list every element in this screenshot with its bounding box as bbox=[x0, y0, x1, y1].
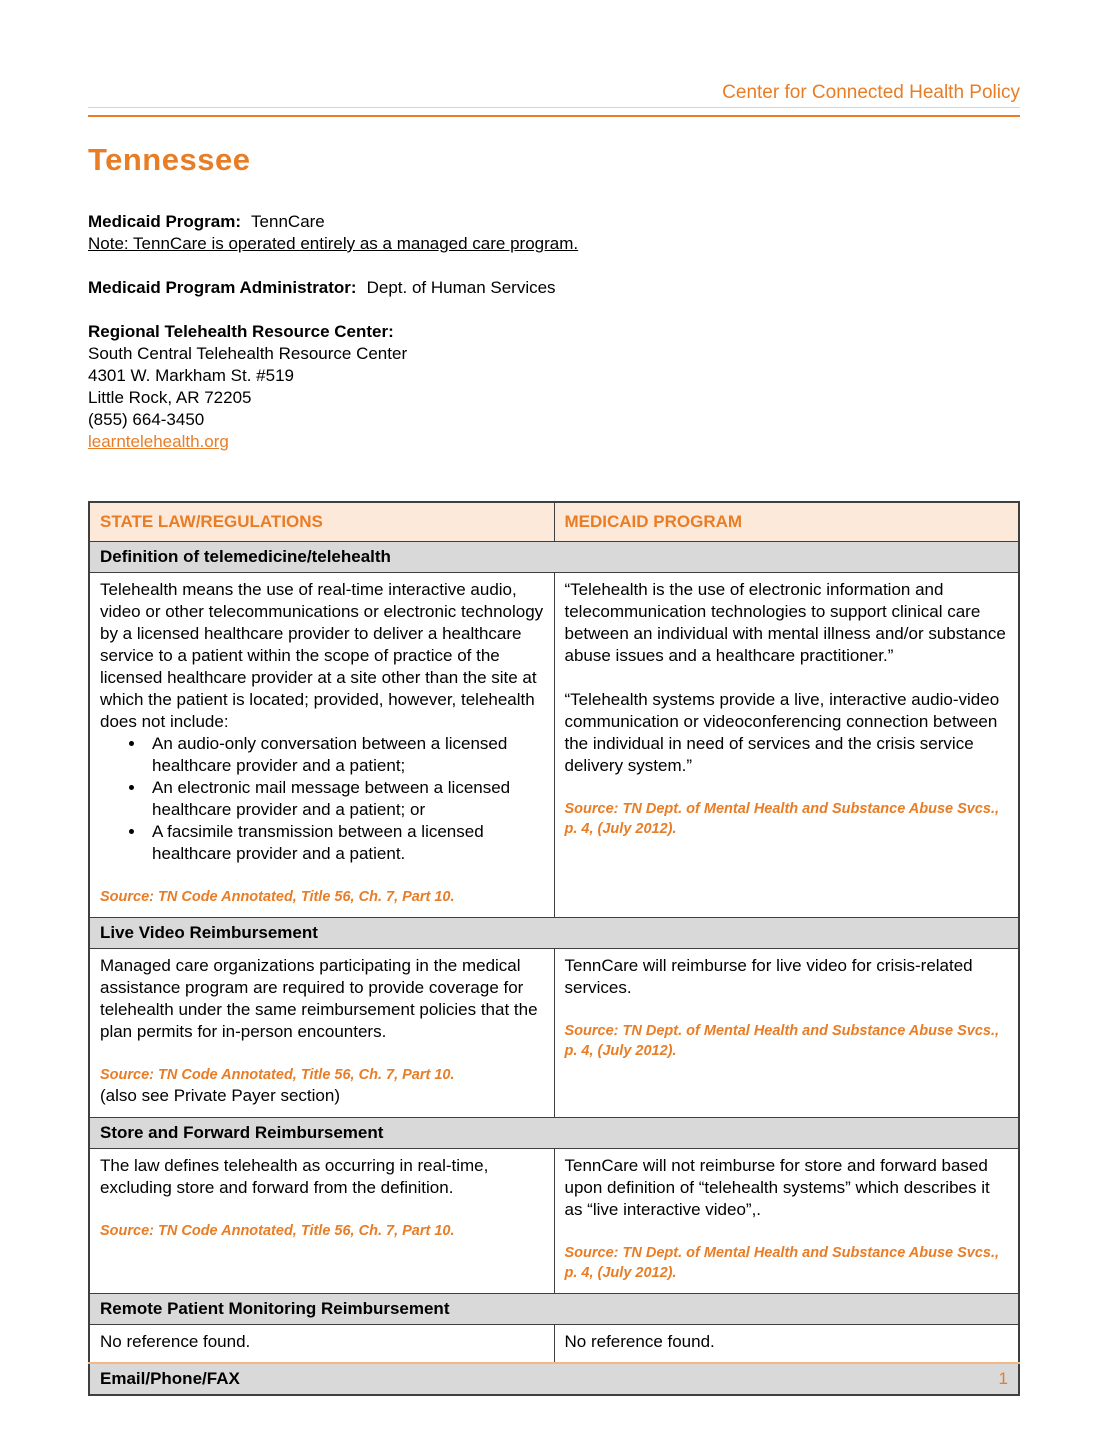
source-citation: Source: TN Dept. of Mental Health and Substance Abuse Svcs., p. 4, (July 2012). bbox=[564, 800, 1000, 837]
live-video-medicaid-cell bbox=[554, 948, 1019, 1117]
spacer bbox=[565, 667, 1009, 689]
column-header-state-law: STATE LAW/REGULATIONS bbox=[89, 502, 554, 542]
list-item: • A facsimile transmission between a licensed healthcare provider and a patient. bbox=[146, 821, 544, 865]
table-row-definition bbox=[89, 572, 1019, 917]
source-citation: Source: TN Code Annotated, Title 56, Ch. 7, Part 10. bbox=[100, 1222, 455, 1239]
spacer bbox=[100, 865, 544, 887]
spacer bbox=[100, 1043, 544, 1065]
spacer bbox=[100, 1199, 544, 1221]
rtrc-label: Regional Telehealth Resource Center: bbox=[88, 321, 394, 341]
live-video-state-law-text: Managed care organizations participating in the medical assistance program are required to provide coverage for telehealth under the same reimbursement policies that the plan permits for in-person encounters. bbox=[100, 955, 538, 1041]
page-title: Tennessee bbox=[88, 141, 251, 177]
rtrc-street-line: 4301 W. Markham St. #519 bbox=[88, 365, 294, 385]
section-heading-rpm: Remote Patient Monitoring Reimbursement bbox=[89, 1293, 1019, 1324]
store-forward-medicaid-cell bbox=[554, 1148, 1019, 1293]
store-forward-state-law-cell bbox=[89, 1148, 554, 1293]
table-row-live-video bbox=[89, 948, 1019, 1117]
list-item: • An audio-only conversation between a licensed healthcare provider and a patient; bbox=[146, 733, 544, 777]
section-heading-live-video: Live Video Reimbursement bbox=[89, 917, 1019, 948]
spacer bbox=[565, 999, 1009, 1021]
section-heading-store-forward: Store and Forward Reimbursement bbox=[89, 1117, 1019, 1148]
rpm-state-law-cell bbox=[89, 1324, 554, 1363]
list-item: • An electronic mail message between a licensed healthcare provider and a patient; or bbox=[146, 777, 544, 821]
source-citation: Source: TN Code Annotated, Title 56, Ch. 7, Part 10. bbox=[100, 888, 455, 905]
header-rule bbox=[88, 115, 1020, 117]
table-row-rpm bbox=[89, 1324, 1019, 1363]
live-video-state-law-cell bbox=[89, 948, 554, 1117]
private-payer-note: (also see Private Payer section) bbox=[100, 1085, 340, 1105]
administrator-value: Dept. of Human Services bbox=[366, 277, 556, 297]
medicaid-program-label: Medicaid Program: bbox=[88, 211, 242, 231]
table-header-row bbox=[89, 502, 1019, 542]
live-video-medicaid-text: TennCare will reimburse for live video for crisis-related services. bbox=[564, 955, 973, 997]
info-block bbox=[88, 211, 1020, 453]
page-footer bbox=[88, 1362, 1020, 1389]
rtrc-name-line: South Central Telehealth Resource Center bbox=[88, 343, 408, 363]
header-rule-light bbox=[88, 107, 1020, 108]
page-number: 1 bbox=[998, 1369, 1008, 1388]
spacer bbox=[565, 1221, 1009, 1243]
managed-care-note: Note: TennCare is operated entirely as a managed care program. bbox=[88, 233, 579, 253]
column-header-medicaid: MEDICAID PROGRAM bbox=[554, 502, 1019, 542]
section-heading-row-definition bbox=[89, 541, 1019, 572]
medicaid-program-value: TennCare bbox=[251, 211, 325, 231]
definition-medicaid-cell bbox=[554, 572, 1019, 917]
definition-exclusion-list bbox=[100, 733, 544, 865]
rtrc-website-link[interactable]: learntelehealth.org bbox=[88, 431, 229, 451]
source-citation: Source: TN Dept. of Mental Health and Substance Abuse Svcs., p. 4, (July 2012). bbox=[564, 1244, 1000, 1281]
store-forward-medicaid-text: TennCare will not reimburse for store and forward based upon definition of “telehealth systems” which describes it as “live interactive video”,. bbox=[564, 1155, 990, 1219]
spacer bbox=[565, 777, 1009, 799]
footer-rule bbox=[88, 1362, 1020, 1364]
rpm-state-law-text: No reference found. bbox=[100, 1331, 251, 1351]
brand-text: Center for Connected Health Policy bbox=[722, 82, 1020, 103]
rtrc-city-line: Little Rock, AR 72205 bbox=[88, 387, 252, 407]
source-citation: Source: TN Code Annotated, Title 56, Ch. 7, Part 10. bbox=[100, 1066, 455, 1083]
administrator-label: Medicaid Program Administrator: bbox=[88, 277, 357, 297]
definition-intro-text: Telehealth means the use of real-time interactive audio, video or other telecommunications or electronic technology by a licensed healthcare provider to deliver a healthcare service to a patient within the scope of practice of the licensed healthcare provider at a site other than the site at which the patient is located; provided, however, telehealth does not include: bbox=[100, 579, 544, 731]
section-heading-definition: Definition of telemedicine/telehealth bbox=[89, 541, 1019, 572]
definition-medicaid-quote-1: “Telehealth is the use of electronic information and telecommunication technologies to support clinical care between an individual with mental illness and/or substance abuse issues and a healthcare practitioner.” bbox=[564, 579, 1006, 665]
section-heading-email-phone-fax: Email/Phone/FAX bbox=[89, 1363, 1019, 1395]
section-heading-row-store-forward bbox=[89, 1117, 1019, 1148]
table-row-store-forward bbox=[89, 1148, 1019, 1293]
section-heading-row-live-video bbox=[89, 917, 1019, 948]
section-heading-row-rpm bbox=[89, 1293, 1019, 1324]
rpm-medicaid-text: No reference found. bbox=[564, 1331, 715, 1351]
spacer bbox=[88, 299, 1020, 321]
policy-table bbox=[88, 501, 1020, 1396]
spacer bbox=[88, 255, 1020, 277]
source-citation: Source: TN Dept. of Mental Health and Substance Abuse Svcs., p. 4, (July 2012). bbox=[564, 1022, 1000, 1059]
rpm-medicaid-cell bbox=[554, 1324, 1019, 1363]
definition-medicaid-quote-2: “Telehealth systems provide a live, interactive audio-video communication or videoconferencing connection between the individual in need of services and the crisis service delivery system.” bbox=[564, 689, 1000, 775]
administrator-line bbox=[88, 277, 1020, 299]
medicaid-program-line bbox=[88, 211, 1020, 233]
definition-state-law-cell bbox=[89, 572, 554, 917]
store-forward-state-law-text: The law defines telehealth as occurring in real-time, excluding store and forward from the definition. bbox=[100, 1155, 489, 1197]
rtrc-phone-line: (855) 664-3450 bbox=[88, 409, 205, 429]
